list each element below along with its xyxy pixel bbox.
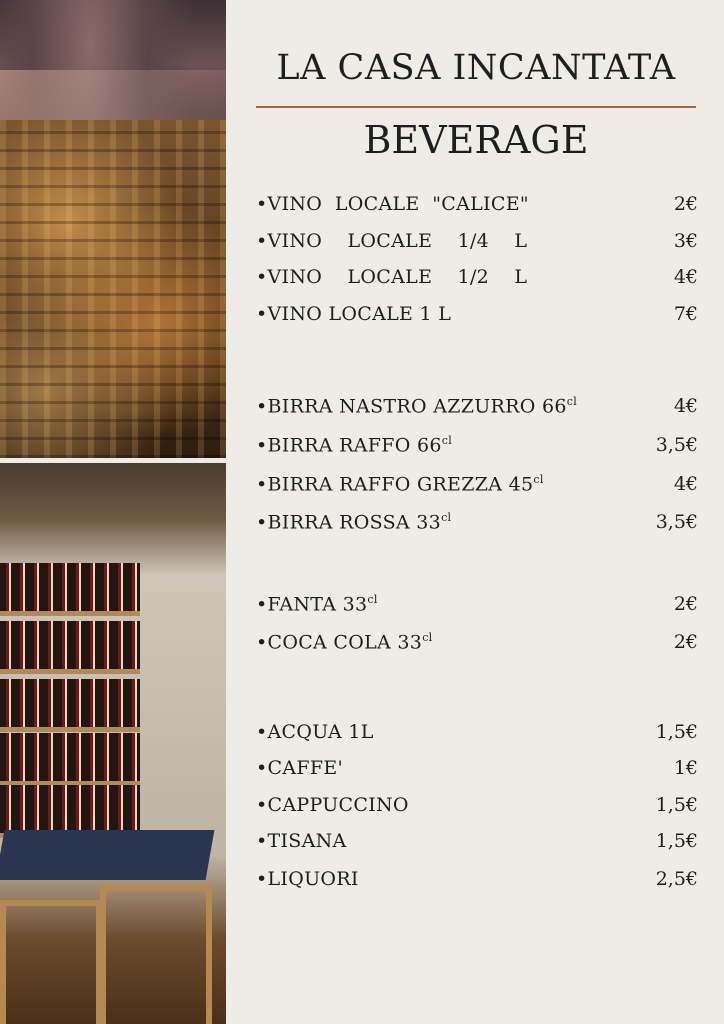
menu-item-name: •VINO LOCALE 1/2 L <box>256 266 528 288</box>
sunset-sky <box>0 70 226 120</box>
menu-item <box>256 470 698 498</box>
lit-houses <box>0 120 226 458</box>
menu-item <box>256 827 698 855</box>
menu-item-price: 1,5€ <box>655 721 698 743</box>
menu-item-price: 2€ <box>673 631 698 653</box>
menu-item-name: •TISANA <box>256 830 347 852</box>
menu-item-name: •BIRRA NASTRO AZZURRO $66^{cl}$ <box>256 394 578 418</box>
menu-item-name: •BIRRA ROSSA $33^{cl}$ <box>256 510 452 534</box>
menu-item <box>256 754 698 782</box>
section-title: BEVERAGE <box>363 118 589 162</box>
menu-item-name: •COCA COLA $33^{cl}$ <box>256 630 433 654</box>
menu-item-price: 7€ <box>673 303 698 325</box>
menu-item <box>256 508 698 536</box>
menu-item-unit: cl <box>566 394 578 408</box>
menu-item-price: 4€ <box>673 473 698 495</box>
menu-item <box>256 865 698 893</box>
wine-shelf <box>0 679 140 732</box>
menu-item-name: •CAPPUCCINO <box>256 794 409 816</box>
menu-item-price: 3,5€ <box>655 511 698 533</box>
menu-item-name: •VINO LOCALE 1 L <box>256 303 452 325</box>
dining-table <box>0 830 214 880</box>
photo-column <box>0 0 226 1024</box>
menu-item-name: •CAFFE' <box>256 757 344 779</box>
menu-item-name: •BIRRA RAFFO GREZZA $45^{cl}$ <box>256 472 544 496</box>
wooden-chair <box>100 885 212 1024</box>
menu-item-name: •FANTA $33^{cl}$ <box>256 592 378 616</box>
wine-shelf <box>0 733 140 786</box>
menu-item-unit: cl <box>367 592 378 606</box>
menu-item <box>256 718 698 746</box>
menu-item <box>256 590 698 618</box>
menu-item-unit: cl <box>441 433 453 447</box>
menu-item-price: 3,5€ <box>655 434 698 456</box>
menu-item <box>256 791 698 819</box>
wooden-chair <box>0 900 102 1024</box>
wine-shelf <box>0 563 140 616</box>
title-divider <box>256 106 696 108</box>
menu-item <box>256 263 698 291</box>
menu-item-name: •VINO LOCALE 1/4 L <box>256 230 528 252</box>
menu-item-price: 2€ <box>673 193 698 215</box>
menu-item-name: •VINO LOCALE "CALICE" <box>256 193 529 215</box>
menu-item-price: 3€ <box>673 230 698 252</box>
menu-item-price: 1€ <box>673 757 698 779</box>
beverage-menu <box>226 0 724 1024</box>
menu-item-price: 4€ <box>673 395 698 417</box>
menu-item <box>256 431 698 459</box>
menu-item-price: 1,5€ <box>655 830 698 852</box>
menu-item <box>256 392 698 420</box>
menu-item-price: 4€ <box>673 266 698 288</box>
town-photo <box>0 0 226 458</box>
menu-item <box>256 227 698 255</box>
menu-item-price: 2€ <box>673 593 698 615</box>
menu-item-price: 2,5€ <box>655 868 698 890</box>
menu-item-name: •ACQUA 1L <box>256 721 374 743</box>
menu-item-name: •LIQUORI <box>256 868 359 890</box>
menu-item-unit: cl <box>533 472 544 486</box>
menu-item <box>256 190 698 218</box>
menu-item-price: 1,5€ <box>655 794 698 816</box>
menu-item <box>256 628 698 656</box>
menu-item-unit: cl <box>422 630 433 644</box>
restaurant-name: LA CASA INCANTATA <box>276 48 676 88</box>
menu-item <box>256 300 698 328</box>
menu-item-unit: cl <box>441 510 452 524</box>
wine-shelf <box>0 621 140 674</box>
menu-item-name: •BIRRA RAFFO $66^{cl}$ <box>256 433 453 457</box>
